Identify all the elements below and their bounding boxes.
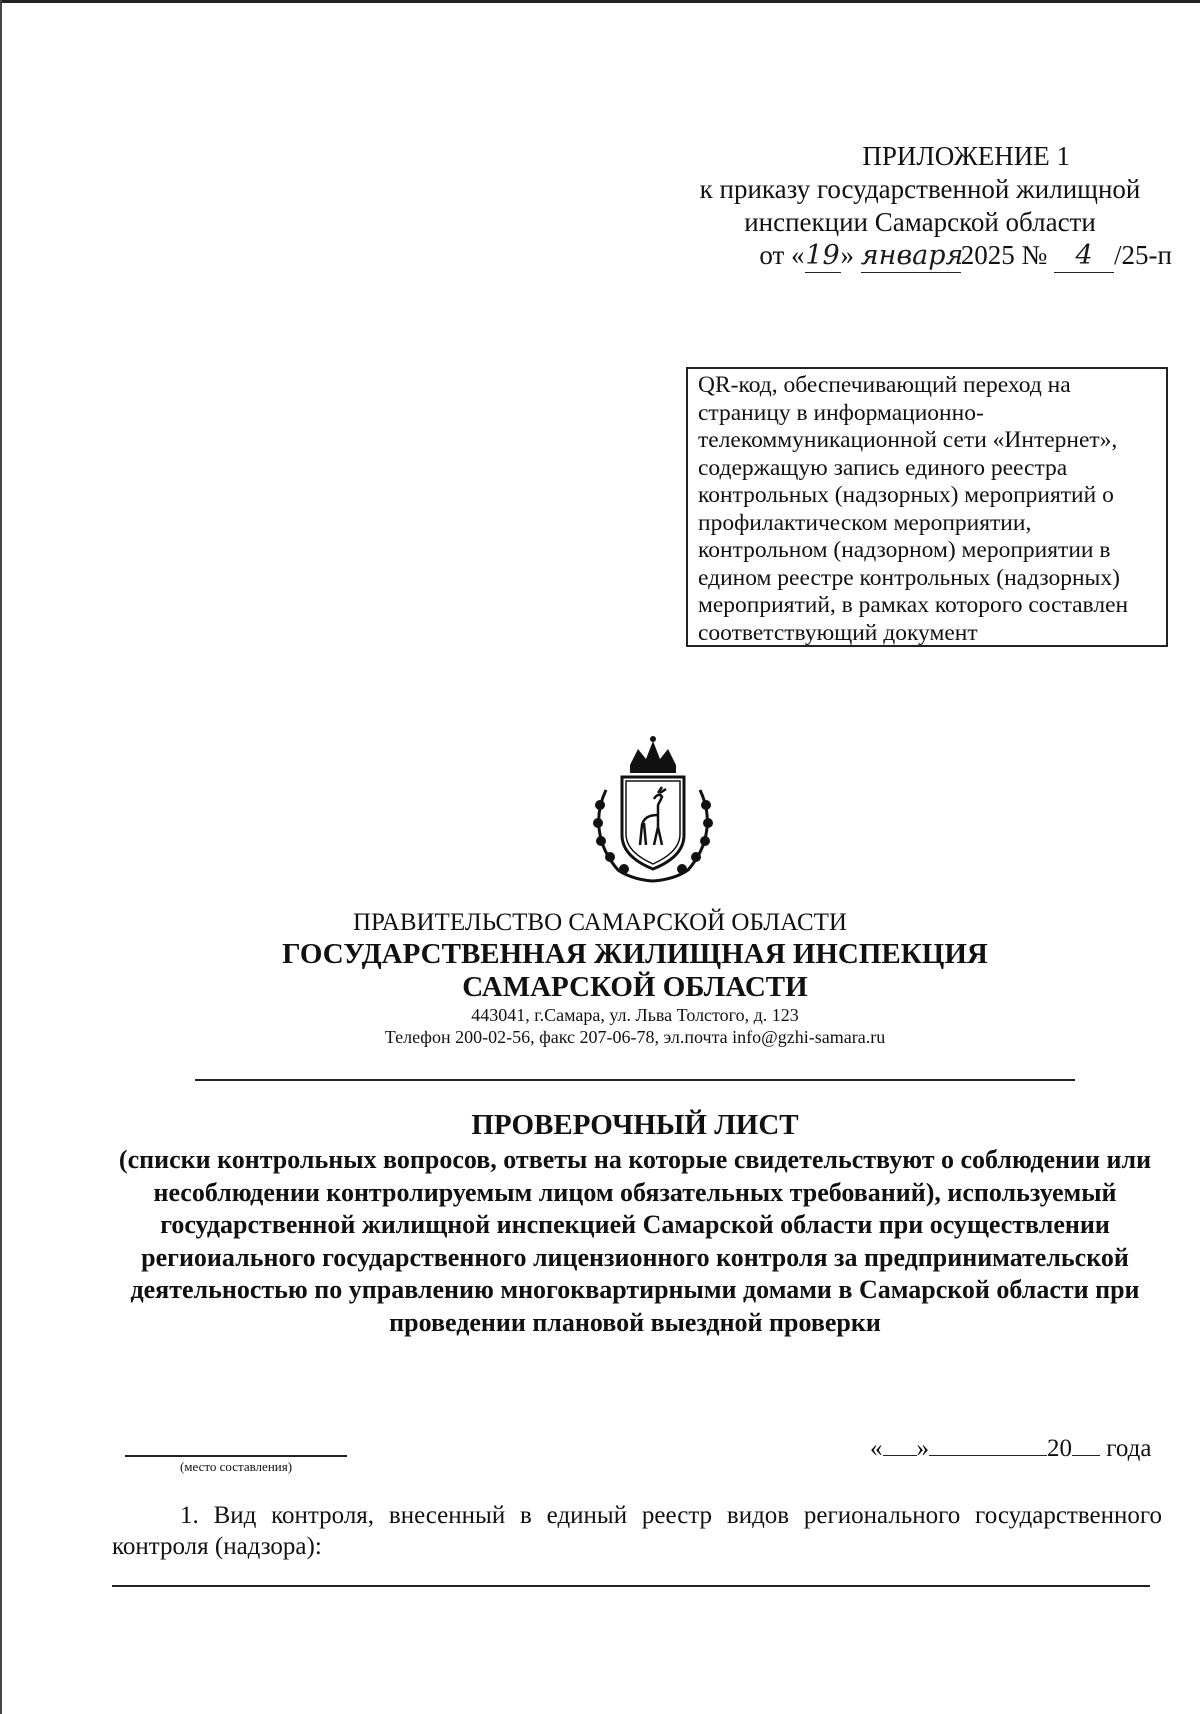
qr-code-placeholder-box [686,367,1168,647]
appendix-line-2: инспекции Самарской области [744,207,1096,237]
place-caption: (место составления) [179,1459,293,1474]
date-close-quote: » [916,1435,929,1462]
order-prefix: от « [759,240,805,270]
header-divider [195,1079,1075,1081]
agency-contacts [0,1004,1200,1048]
order-mid: » [840,240,861,270]
date-year-blank [1072,1433,1100,1456]
agency-phone-fax-email: Телефон 200-02-56, факс 207-06-78, эл.почта info@gzhi-samara.ru [384,1027,886,1047]
date-field [870,1433,1151,1463]
date-open-quote: « [870,1435,883,1462]
checklist-subtitle: (списки контрольных вопросов, ответы на которые свидетельствуют о соблюдении или несоблюдении контролируемым лицом обязательных требований), используемый государственной жилищной инспекцией Самарской области при осуществлении региоиального государственного лицензионного контроля за предпринимательской деятельностью по управлению многоквартирными домами в Самарской области при проведении плановой выездной проверки [118,1145,1152,1337]
coat-of-arms-emblem [588,735,718,885]
agency-name-line-1: ГОСУДАРСТВЕННАЯ ЖИЛИЩНАЯ ИНСПЕКЦИЯ [282,938,988,970]
date-suffix: года [1100,1435,1152,1462]
order-month-handwritten: января [860,240,964,271]
item-1-control-type: 1. Вид контроля, внесенный в единый реестр видов регионального государственного контроля (надзора): [112,1502,1162,1560]
place-signature-line [125,1455,347,1457]
order-year-number-label: 2025 № [960,240,1055,270]
order-suffix: /25-п [1114,240,1172,270]
agency-address: 443041, г.Самара, ул. Льва Толстого, д. 123 [471,1005,799,1025]
appendix-line-1: к приказу государственной жилищной [699,174,1141,204]
scan-left-edge [0,0,2,1714]
government-name: ПРАВИТЕЛЬСТВО САМАРСКОЙ ОБЛАСТИ [353,909,847,936]
agency-name [0,938,1200,1004]
item-1-fill-line [112,1585,1150,1587]
agency-name-line-2: САМАРСКОЙ ОБЛАСТИ [462,971,808,1003]
date-day-blank [883,1433,917,1456]
order-number-handwritten: 4 [1054,239,1114,273]
order-day-handwritten: 19 [805,240,840,271]
appendix-block [660,140,1180,273]
checklist-title: ПРОВЕРОЧНЫЙ ЛИСТ [471,1109,799,1141]
order-reference [660,239,1172,273]
scan-top-edge [0,0,1200,3]
appendix-title: ПРИЛОЖЕНИЕ 1 [862,141,1070,171]
qr-box-text: QR-код, обеспечивающий переход на страницу в информационно-телекоммуникационной сети «Интернет», содержащую запись единого реестра контрольных (надзорных) мероприятий о профилактическом мероприятии, контрольном (надзорном) мероприятии в едином реестре контрольных (надзорных) мероприятий, в рамках которого составлен соответствующий документ [698,372,1129,646]
date-century: 20 [1047,1435,1072,1462]
date-month-blank [929,1433,1047,1456]
